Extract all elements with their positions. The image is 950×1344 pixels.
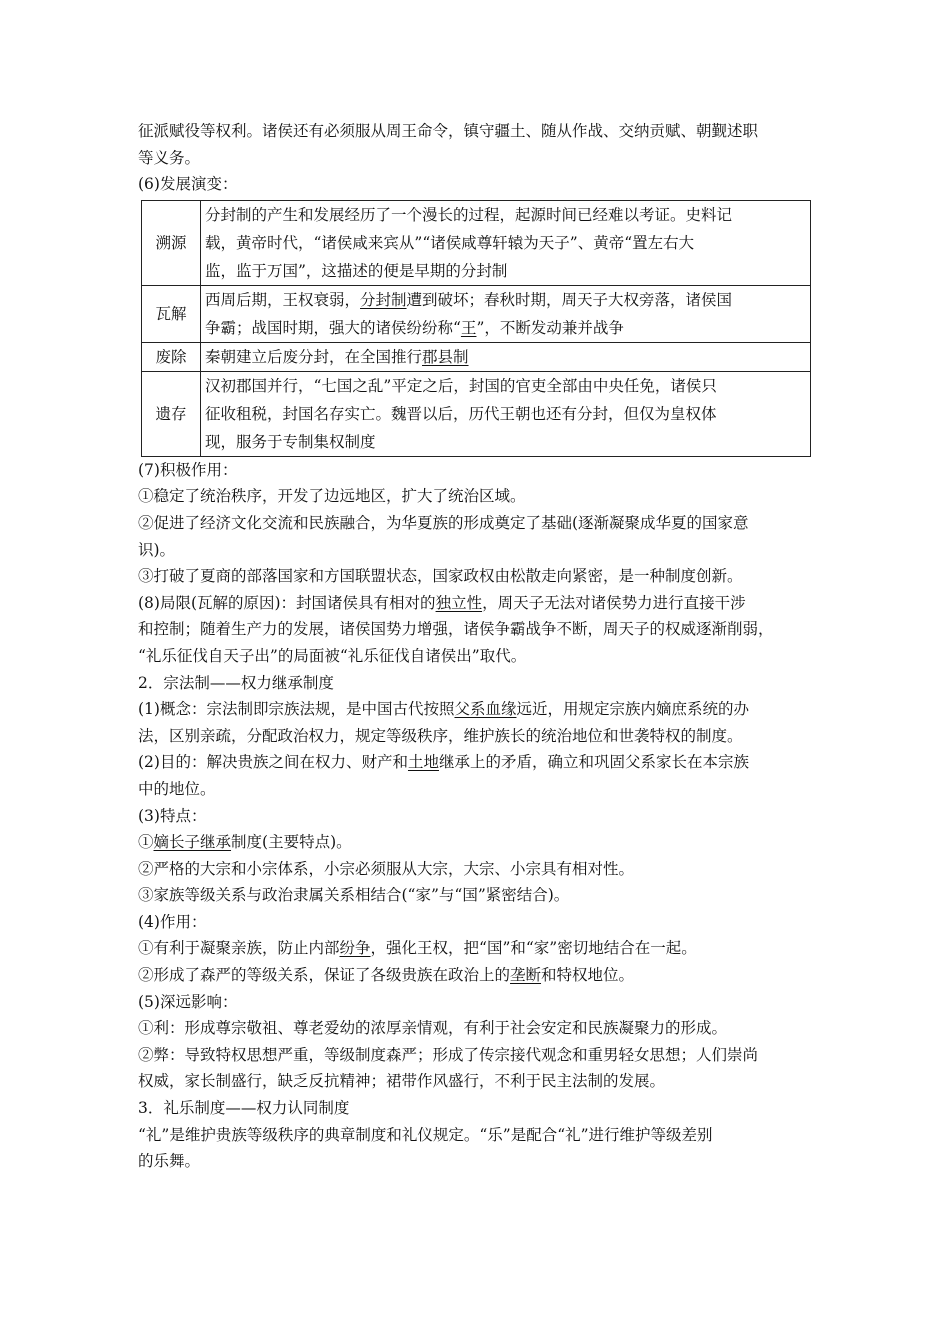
- paragraph-line: ①稳定了统治秩序，开发了边远地区，扩大了统治区域。: [138, 487, 526, 506]
- section-heading: 3．礼乐制度——权力认同制度: [138, 1099, 350, 1118]
- paragraph-line: ②形成了森严的等级关系，保证了各级贵族在政治上的垄断和特权地位。: [138, 966, 635, 985]
- paragraph-line: “礼乐征伐自天子出”的局面被“礼乐征伐自诸侯出”取代。: [138, 646, 527, 665]
- underlined-term: 王: [460, 318, 477, 337]
- paragraph-line: ①嫡长子继承制度(主要特点)。: [138, 833, 352, 852]
- paragraph-line: 法，区别亲疏，分配政治权力，规定等级秩序，维护族长的统治地位和世袭特权的制度。: [138, 726, 743, 745]
- paragraph-line: ③家族等级关系与政治隶属关系相结合(“家”与“国”紧密结合)。: [138, 886, 570, 905]
- paragraph-line: ①利：形成尊宗敬祖、尊老爱幼的浓厚亲情观，有利于社会安定和民族凝聚力的形成。: [138, 1019, 728, 1038]
- paragraph-line: “礼”是维护贵族等级秩序的典章制度和礼仪规定。“乐”是配合“礼”进行维护等级差别: [138, 1125, 713, 1144]
- row-content: 汉初郡国并行，“七国之乱”平定之后，封国的官吏全部由中央任免，诸侯只 征收租税，封国名存实亡。魏晋以后，历代王朝也还有分封，但仅为皇权体 现，服务于专制集权制度: [201, 371, 811, 456]
- underlined-term: 郡县制: [422, 347, 469, 366]
- row-content: 秦朝建立后废分封，在全国推行郡县制: [201, 342, 811, 371]
- underlined-term: 土地: [407, 753, 439, 772]
- paragraph-line: 的乐舞。: [138, 1152, 201, 1171]
- section-heading: (6)发展演变：: [138, 175, 238, 194]
- paragraph-line: 识)。: [138, 540, 176, 559]
- row-label: 瓦解: [142, 285, 201, 342]
- table-row: [142, 342, 811, 371]
- underlined-term: 纷争: [339, 939, 371, 958]
- section-heading: (4)作用：: [138, 912, 207, 931]
- table-row: [142, 285, 811, 342]
- section-heading: (7)积极作用：: [138, 460, 238, 479]
- paragraph-line: 征派赋役等权利。诸侯还有必须服从周王命令，镇守疆土、随从作战、交纳贡赋、朝觐述职: [138, 122, 759, 140]
- underlined-term: 独立性: [435, 593, 483, 612]
- underlined-term: 垄断: [510, 966, 542, 985]
- paragraph-line: 权威，家长制盛行，缺乏反抗精神；裙带作风盛行，不利于民主法制的发展。: [138, 1072, 666, 1091]
- evolution-table: [141, 200, 811, 457]
- paragraph-line: ③打破了夏商的部落国家和方国联盟状态，国家政权由松散走向紧密，是一种制度创新。: [138, 567, 743, 586]
- paragraph-line: (1)概念：宗法制即宗族法规，是中国古代按照父系血缘远近，用规定宗族内嫡庶系统的办: [138, 700, 749, 719]
- row-label: 废除: [142, 342, 201, 371]
- row-content: 分封制的产生和发展经历了一个漫长的过程，起源时间已经难以考证。史料记 载，黄帝时代，“诸侯咸来宾从”“诸侯咸尊轩辕为天子”、黄帝“置左右大 监，监于万国”，这描述的便是早期的分封制: [201, 200, 811, 285]
- table-row: [142, 371, 811, 456]
- section-heading: 2．宗法制——权力继承制度: [138, 673, 334, 692]
- section-heading: (5)深远影响：: [138, 992, 238, 1011]
- paragraph-line: ①有利于凝聚亲族，防止内部纷争，强化王权，把“国”和“家”密切地结合在一起。: [138, 939, 697, 958]
- underlined-term: 分封制: [360, 290, 407, 309]
- paragraph-line: 中的地位。: [138, 779, 216, 798]
- paragraph-line: 等义务。: [138, 148, 201, 167]
- underlined-term: 父系血缘: [454, 700, 517, 719]
- paragraph-line: ②弊：导致特权思想严重，等级制度森严；形成了传宗接代观念和重男轻女思想；人们崇尚: [138, 1045, 759, 1064]
- paragraph-line: ②严格的大宗和小宗体系，小宗必须服从大宗，大宗、小宗具有相对性。: [138, 859, 635, 878]
- table-row: [142, 200, 811, 285]
- row-label: 溯源: [142, 200, 201, 285]
- paragraph-line: (2)目的：解决贵族之间在权力、财产和土地继承上的矛盾，确立和巩固父系家长在本宗族: [138, 753, 749, 772]
- document-page: [138, 118, 814, 1175]
- paragraph-line: (8)局限(瓦解的原因)：封国诸侯具有相对的独立性，周天子无法对诸侯势力进行直接干涉: [138, 593, 746, 612]
- paragraph-line: 和控制；随着生产力的发展，诸侯国势力增强，诸侯争霸战争不断，周天子的权威逐渐削弱，: [138, 620, 774, 639]
- row-label: 遗存: [142, 371, 201, 456]
- underlined-term: 嫡长子继承: [153, 833, 232, 852]
- paragraph-line: ②促进了经济文化交流和民族融合，为华夏族的形成奠定了基础(逐渐凝聚成华夏的国家意: [138, 513, 749, 532]
- row-content: 西周后期，王权衰弱，分封制遭到破坏；春秋时期，周天子大权旁落，诸侯国 争霸；战国时期，强大的诸侯纷纷称“王”，不断发动兼并战争: [201, 285, 811, 342]
- section-heading: (3)特点：: [138, 806, 207, 825]
